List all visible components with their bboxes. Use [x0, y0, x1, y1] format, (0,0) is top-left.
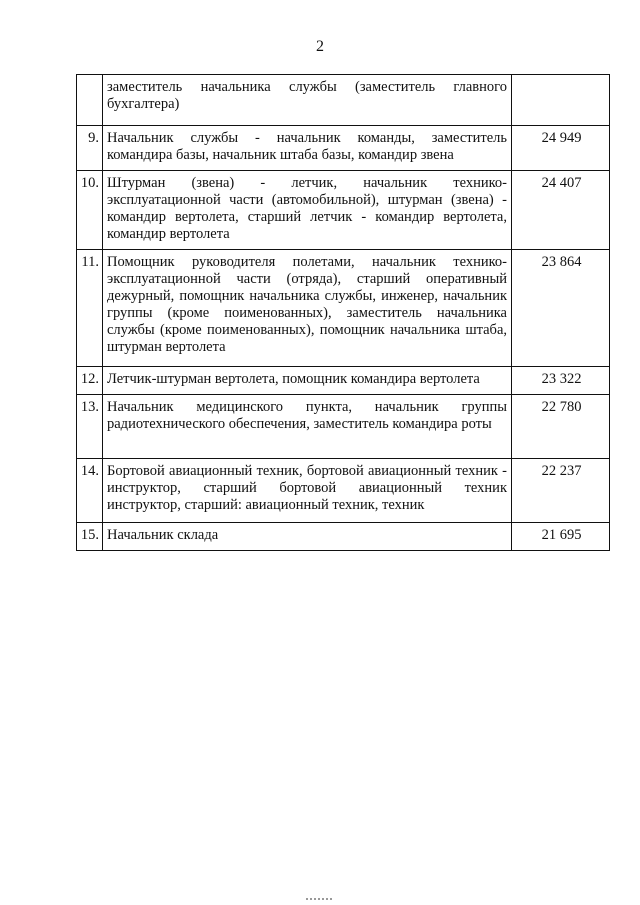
row-number: 15.: [77, 523, 103, 551]
salary-value: 23 322: [541, 371, 582, 387]
salary-value: 24 949: [541, 130, 582, 146]
table-row: [77, 250, 610, 367]
row-number: 14.: [77, 459, 103, 523]
row-number: [77, 75, 103, 126]
row-number: 13.: [77, 395, 103, 459]
position-title: Бортовой авиационный техник, бортовой авиационный техник - инструктор, старший бортовой авиационный техник инструктор, старший: авиационный техник, техник: [107, 463, 507, 513]
row-number: 9.: [77, 126, 103, 171]
salary-value: 22 237: [541, 463, 582, 479]
position-title: Помощник руководителя полетами, начальник технико-эксплуатационной части (отряда), старший оперативный дежурный, помощник начальника службы, инженер, начальник группы (кроме поименованных), заместитель начальника службы (кроме поименованных), помощник начальника штаба, штурман вертолета: [107, 254, 507, 355]
scan-artifact: [306, 898, 334, 900]
table-row: [77, 75, 610, 126]
table-row: [77, 367, 610, 395]
table-row: [77, 459, 610, 523]
row-number: 12.: [77, 367, 103, 395]
table-row: [77, 395, 610, 459]
salary-value: 22 780: [541, 399, 582, 415]
page-number: 2: [316, 38, 324, 55]
row-number: 10.: [77, 171, 103, 250]
position-title: Начальник склада: [107, 527, 219, 543]
salary-value: 21 695: [541, 527, 582, 543]
salary-value: 23 864: [541, 254, 582, 270]
position-title: Начальник службы - начальник команды, заместитель командира базы, начальник штаба базы, командир звена: [107, 130, 507, 163]
position-title: Летчик-штурман вертолета, помощник командира вертолета: [107, 371, 480, 387]
table-row: [77, 126, 610, 171]
position-title: заместитель начальника службы (заместитель главного бухгалтера): [107, 79, 507, 112]
position-title: Начальник медицинского пункта, начальник группы радиотехнического обеспечения, заместитель командира роты: [107, 399, 507, 432]
salary-table: [76, 74, 610, 551]
row-number: 11.: [77, 250, 103, 367]
position-title: Штурман (звена) - летчик, начальник технико-эксплуатационной части (автомобильной), штурман (звена) - командир вертолета, старший летчик - командир вертолета, командир вертолета: [107, 175, 507, 242]
table-row: [77, 523, 610, 551]
salary-value: 24 407: [541, 175, 582, 191]
table-row: [77, 171, 610, 250]
